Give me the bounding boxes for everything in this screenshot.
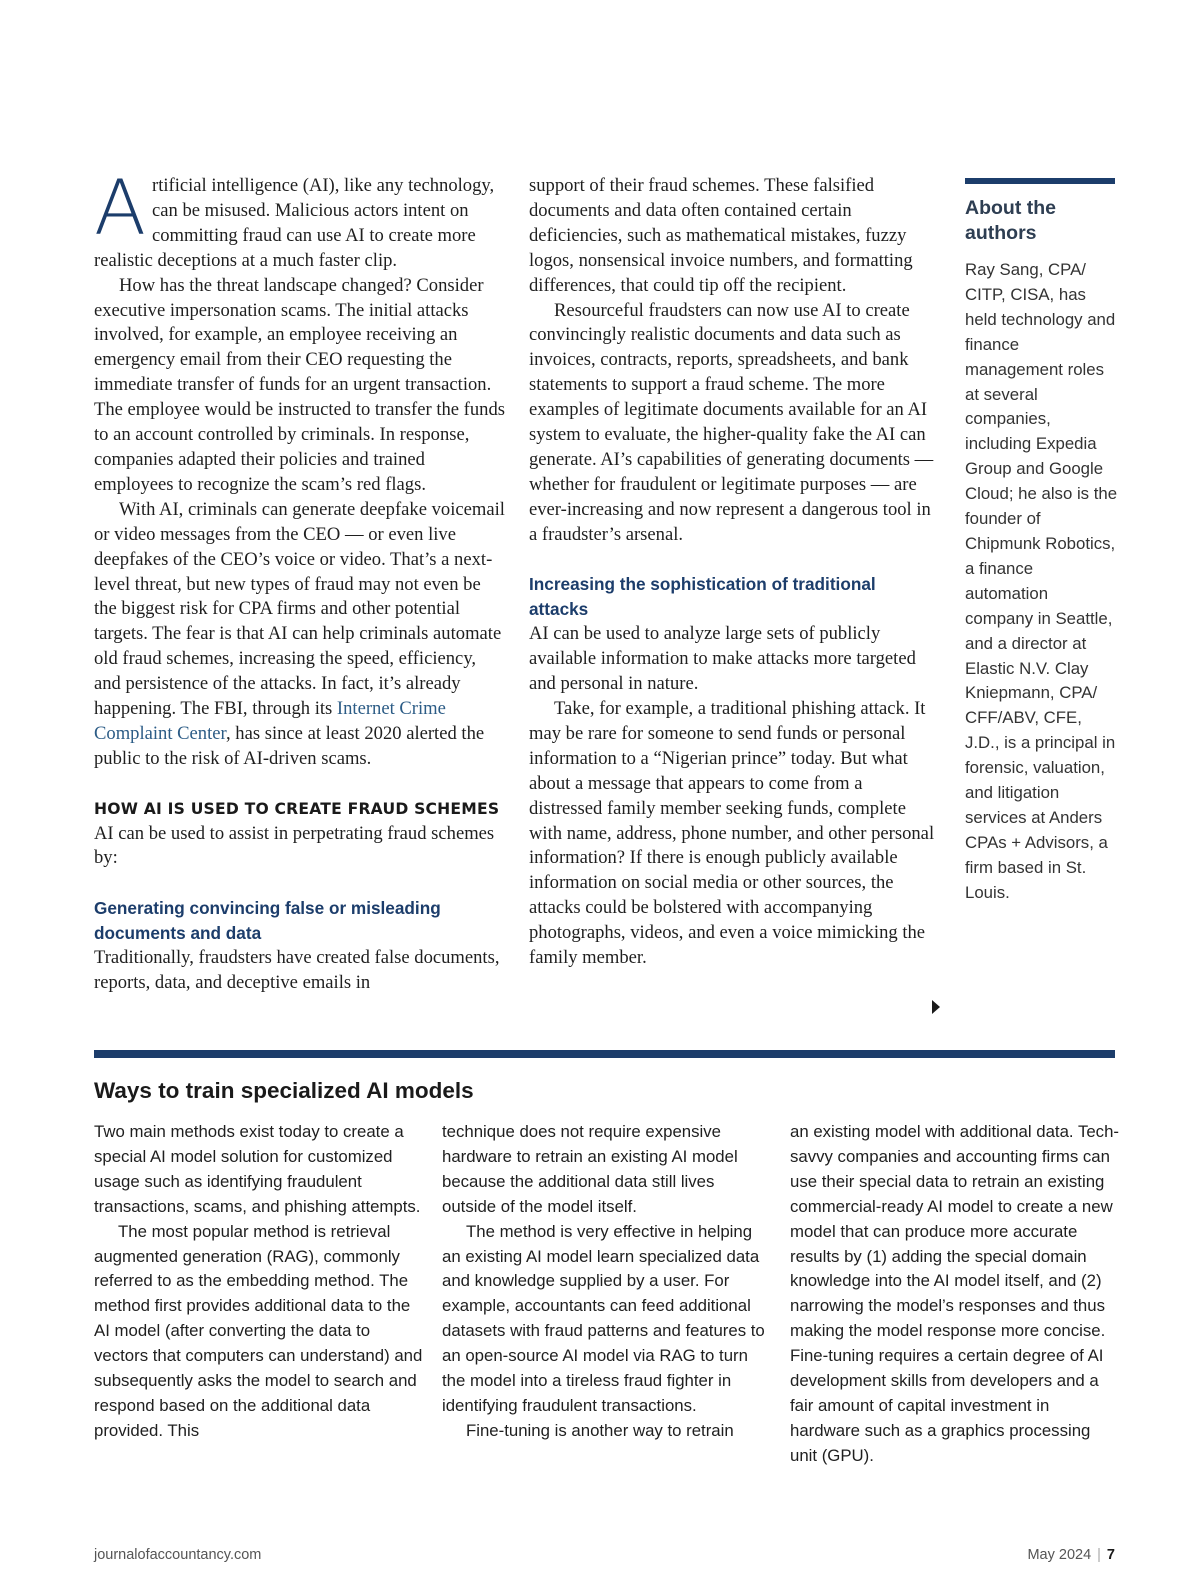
continue-arrow-icon [932,1000,940,1014]
paragraph: Resourceful fraudsters can now use AI to create convincingly realistic documents and data such as invoices, contracts, reports, spreadsheets, and bank statements to support a fraud scheme. The more examples of legitimate documents available for an AI system to evaluate, the higher-quality fake the AI can generate. AI’s capabilities of generating documents — whether for fraudulent or legitimate purposes — are ever-increasing and now represent a dangerous tool in a fraudster’s arsenal. [529,299,934,545]
sidebar-title: About the authors [965,197,1056,244]
paragraph: Traditionally, fraudsters have created false documents, reports, data, and deceptive emails in [94,947,500,993]
paragraph: The most popular method is retrieval augmented generation (RAG), commonly referred to as the embedding method. The method first provides additional data to the AI model (after converting the data to vectors that computers can understand) and subsequently asks the model to search and respond based on the additional data provided. This [94,1221,423,1440]
paragraph: Two main methods exist today to create a special AI model solution for customized usage such as identifying fraudulent transactions, scams, and phishing attempts. [94,1122,421,1216]
paragraph: How has the threat landscape changed? Consider executive impersonation scams. The initial attacks involved, for example, an employee receiving an emergency email from their CEO requesting the immediate transfer of funds for an urgent transaction. The employee would be instructed to transfer the funds to an account controlled by criminals. In response, companies adapted their policies and trained employees to recognize the scam’s red flags. [94,274,506,495]
footer-date: May 2024 [1027,1547,1092,1563]
subheading: Generating convincing false or misleading documents and data [94,898,441,944]
intro-text: rtificial intelligence (AI), like any technology, can be misused. Malicious actors intent on committing fraud can use AI to create more realistic deceptions at a much faster clip. [94,175,495,271]
paragraph: The method is very effective in helping an existing AI model learn specialized data and knowledge supplied by a user. For example, accountants can feed additional datasets with fraud patterns and features to an open-source AI model via RAG to turn the model into a tireless fraud fighter in identifying fraudulent transactions. [442,1221,765,1415]
article-column-1 [94,163,506,996]
paragraph: AI can be used to assist in perpetrating fraud schemes by: [94,822,495,869]
subheading: Increasing the sophistication of traditional attacks [529,574,876,620]
footer-page-info [1027,1547,1115,1563]
paragraph: Take, for example, a traditional phishing attack. It may be rare for someone to send funds or personal information to a “Nigerian prince” today. But what about a message that appears to come from a distressed family member seeking funds, complete with name, address, phone number, and other personal information? If there is enough publicly available information on social media or other sources, the attacks could be bolstered with accompanying photographs, videos, and even a voice mimicking the family member. [529,698,935,969]
sidebar-body: Ray Sang, CPA/ CITP, CISA, has held technology and finance management roles at several companies, including Expedia Group and Google Cloud; he also is the founder of Chipmunk Robotics, a finance automation company in Seattle, and a director at Elastic N.V. Clay Kniepmann, CPA/ CFF/ABV, CFE, J.D., is a principal in forensic, valuation, and litigation services at Anders CPAs + Advisors, a firm based in St. Louis. [965,260,1118,902]
article-column-2 [529,174,939,971]
intro-paragraph [94,163,506,274]
paragraph: support of their fraud schemes. These falsified documents and data often contained certain deficiencies, such as mathematical mistakes, fuzzy logos, nonsensical invoice numbers, and formatting differences, that could tip off the recipient. [529,175,913,296]
sidebar-rule [965,178,1115,184]
box-column-2 [442,1120,772,1444]
paragraph: With AI, criminals can generate deepfake voicemail or video messages from the CEO — or even live deepfakes of the CEO’s voice or video. That’s a next-level threat, but new types of fraud may not even be the biggest risk for CPA firms and other potential targets. The fear is that AI can help criminals automate old fraud schemes, increasing the speed, efficiency, and persistence of the attacks. In fact, it’s already happening. The FBI, through its Internet Crime Complaint Center, has since at least 2020 alerted the public to the risk of AI-driven scams. [94,498,505,769]
paragraph: an existing model with additional data. Tech-savvy companies and accounting firms can use their special data to retrain an existing commercial-ready AI model to create a new model that can produce more accurate results by (1) adding the special domain knowledge into the AI model itself, and (2) narrowing the model’s responses and thus making the model response more concise. Fine-tuning requires a certain degree of AI development skills from developers and a fair amount of capital investment in hardware such as a graphics processing unit (GPU). [790,1122,1119,1465]
box-column-3 [790,1120,1120,1469]
section-heading: HOW AI IS USED TO CREATE FRAUD SCHEMES [94,799,500,818]
drop-cap: A [94,163,146,252]
paragraph: AI can be used to analyze large sets of publicly available information to make attacks more targeted and personal in nature. [529,623,916,695]
page-number: 7 [1106,1547,1115,1563]
box-column-1 [94,1120,424,1444]
footer-separator: | [1097,1547,1101,1563]
box-title: Ways to train specialized AI models [94,1078,474,1103]
box-rule [94,1050,1115,1058]
paragraph: Fine-tuning is another way to retrain [466,1420,734,1440]
paragraph: technique does not require expensive hardware to retrain an existing AI model because the additional data still lives outside of the model itself. [442,1122,738,1216]
footer-site: journalofaccountancy.com [94,1547,262,1563]
ic3-link[interactable]: Internet Crime Complaint Center [94,698,446,744]
